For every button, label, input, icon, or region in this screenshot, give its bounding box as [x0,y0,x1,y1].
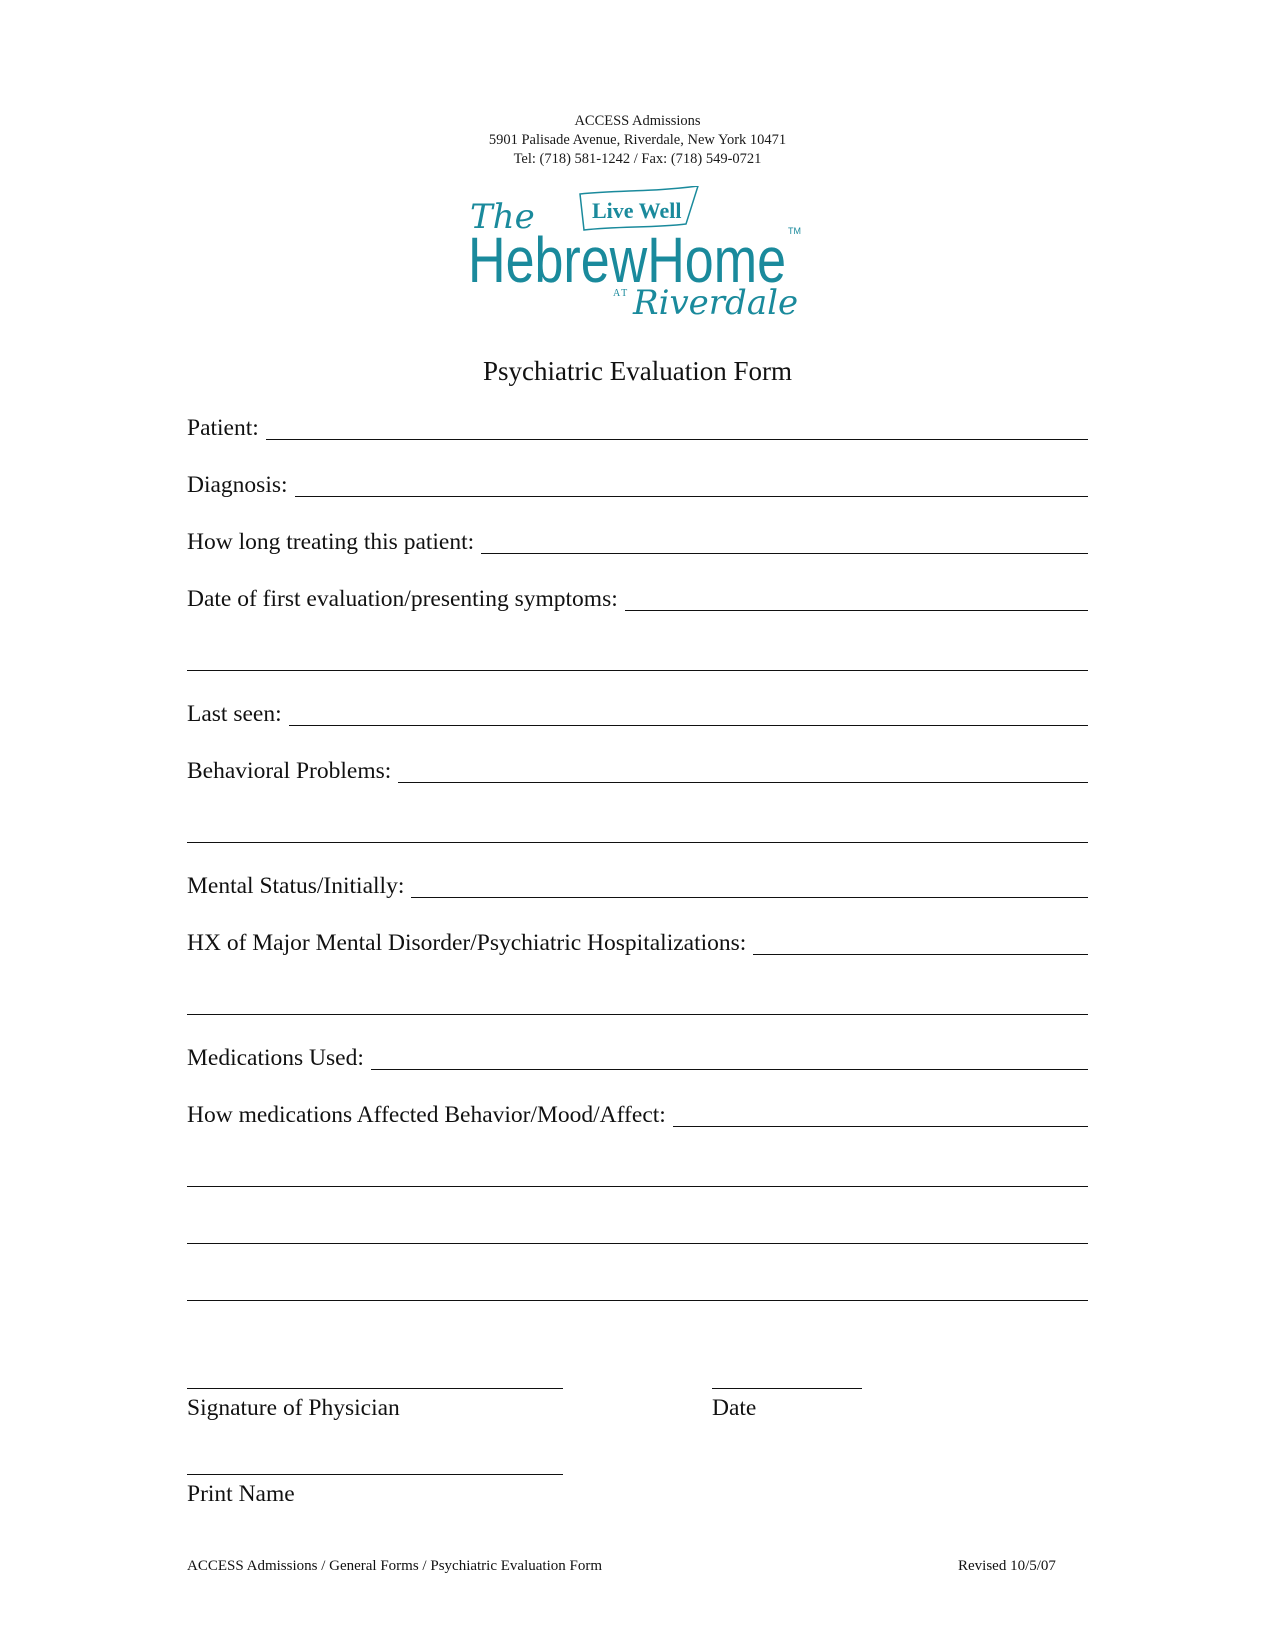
footer-path: ACCESS Admissions / General Forms / Psychiatric Evaluation Form [187,1558,602,1574]
logo-at: AT [613,288,630,299]
mental-status-row [187,868,1088,900]
logo-the: The [470,197,535,237]
first-eval-label: Date of first evaluation/presenting symptoms: [187,586,618,612]
med-effects-field[interactable] [673,1126,1088,1127]
medications-field[interactable] [371,1069,1088,1070]
how-long-row [187,524,1088,556]
med-effects-continuation-line-3[interactable] [187,1300,1088,1301]
physician-signature-line[interactable] [187,1388,563,1389]
hebrew-home-logo [468,186,808,336]
patient-label: Patient: [187,415,259,441]
last-seen-field[interactable] [289,725,1088,726]
org-name: ACCESS Admissions [574,113,701,129]
patient-row [187,410,1088,442]
form-title: Psychiatric Evaluation Form [483,356,792,386]
date-line[interactable] [712,1388,862,1389]
how-long-field[interactable] [481,553,1088,554]
logo-tm: TM [788,226,801,236]
print-name-line[interactable] [187,1474,563,1475]
logo-tagline: Live Well [592,198,682,223]
logo-place: Riverdale [633,283,799,323]
first-eval-continuation-line[interactable] [187,670,1088,671]
med-effects-label: How medications Affected Behavior/Mood/Affect: [187,1102,666,1128]
med-effects-row [187,1097,1088,1129]
hx-field[interactable] [753,954,1088,955]
physician-signature-label: Signature of Physician [187,1395,400,1421]
patient-field[interactable] [266,439,1088,440]
behavioral-field[interactable] [398,782,1088,783]
print-name-label: Print Name [187,1481,295,1507]
first-eval-field[interactable] [625,610,1088,611]
medications-label: Medications Used: [187,1045,364,1071]
behavioral-label: Behavioral Problems: [187,758,392,784]
org-contact: Tel: (718) 581-1242 / Fax: (718) 549-0721 [513,151,762,167]
last-seen-label: Last seen: [187,701,282,727]
diagnosis-field[interactable] [295,496,1088,497]
org-address: 5901 Palisade Avenue, Riverdale, New York 10471 [488,132,787,148]
logo-name: HebrewHome [468,224,786,296]
hx-label: HX of Major Mental Disorder/Psychiatric Hospitalizations: [187,930,747,956]
hx-row [187,925,1088,957]
med-effects-continuation-line-2[interactable] [187,1243,1088,1244]
last-seen-row [187,696,1088,728]
med-effects-continuation-line-1[interactable] [187,1186,1088,1187]
mental-status-label: Mental Status/Initially: [187,873,405,899]
first-eval-row [187,581,1088,613]
hx-continuation-line[interactable] [187,1014,1088,1015]
mental-status-field[interactable] [411,897,1088,898]
date-label: Date [712,1395,757,1421]
diagnosis-label: Diagnosis: [187,472,288,498]
how-long-label: How long treating this patient: [187,529,475,555]
medications-row [187,1040,1088,1072]
footer-revised: Revised 10/5/07 [958,1558,1056,1574]
behavioral-continuation-line[interactable] [187,842,1088,843]
diagnosis-row [187,467,1088,499]
behavioral-row [187,753,1088,785]
letterhead [0,112,1275,169]
